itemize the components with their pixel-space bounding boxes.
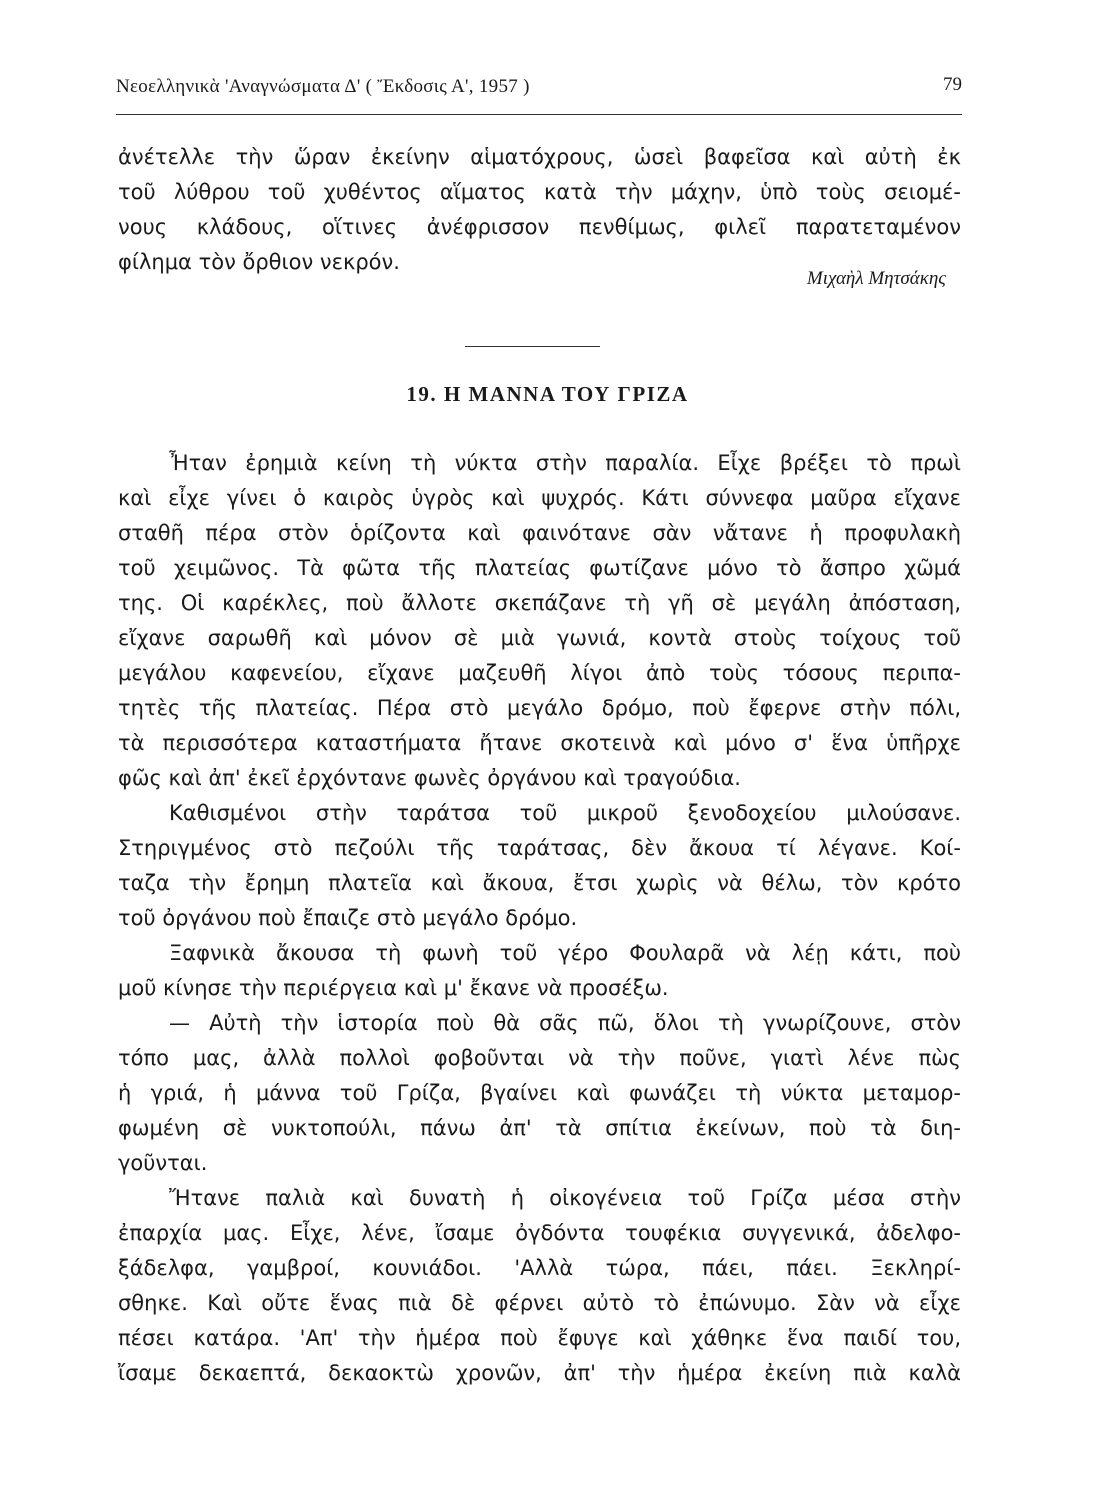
text-line: τὰ περισσότερα καταστήματα ἤτανε σκοτεινὰ καὶ μόνο σ' ἕνα ὑπῆρχε [118,731,961,755]
running-header [116,74,962,108]
section-heading: 19. Η ΜΑΝΝΑ ΤΟΥ ΓΡΙΖΑ [406,382,689,406]
text-line: πέσει κατάρα. 'Απ' τὴν ἡμέρα ποὺ ἔφυγε καὶ χάθηκε ἕνα παιδί του, [118,1326,961,1350]
text-line: σθηκε. Καὶ οὔτε ἕνας πιὰ δὲ φέρνει αὐτὸ τὸ ἐπώνυμο. Σὰν νὰ εἶχε [118,1291,961,1315]
header-rule [116,114,962,115]
text-line: εἴχανε σαρωθῆ καὶ μόνον σὲ μιὰ γωνιά, κοντὰ στοὺς τοίχους τοῦ [118,626,961,650]
previous-text-ending [118,140,961,289]
text-line: Ξαφνικὰ ἄκουσα τὴ φωνὴ τοῦ γέρο Φουλαρᾶ νὰ λέῃ κάτι, ποὺ [169,941,961,965]
page-number: 79 [943,74,962,95]
text-line: ἐπαρχία μας. Εἶχε, λένε, ἴσαμε ὀγδόντα τουφέκια συγγενικά, ἀδελφο- [118,1221,961,1245]
text-line: ἀνέτελλε τὴν ὥραν ἐκείνην αἱματόχρους, ὡσεὶ βαφεῖσα καὶ αὐτὴ ἐκ [118,145,961,169]
text-line: σταθῆ πέρα στὸν ὁρίζοντα καὶ φαινότανε σὰν νἄτανε ἡ προφυλακὴ [118,521,961,545]
text-line: μοῦ κίνησε τὴν περιέργεια καὶ μ' ἔκανε νὰ προσέξω. [118,976,669,1000]
text-line: τητὲς τῆς πλατείας. Πέρα στὸ μεγάλο δρόμο, ποὺ ἔφερνε στὴν πόλι, [118,696,961,720]
text-line: φίλημα τὸν ὄρθιον νεκρόν. [118,250,400,274]
text-line: ἡ γριά, ἡ μάννα τοῦ Γρίζα, βγαίνει καὶ φωνάζει τὴ νύκτα μεταμορ- [118,1081,961,1105]
text-line: τοῦ ὀργάνου ποὺ ἔπαιζε στὸ μεγάλο δρόμο. [118,906,578,930]
text-line: καὶ εἶχε γίνει ὁ καιρὸς ὑγρὸς καὶ ψυχρός. Κάτι σύννεφα μαῦρα εἴχανε [118,486,961,510]
text-line: Στηριγμένος στὸ πεζούλι τῆς ταράτσας, δὲν ἄκουα τί λέγανε. Κοί- [118,836,961,860]
section-body [118,446,961,1391]
text-line: ταζα τὴν ἔρημη πλατεῖα καὶ ἄκουα, ἔτσι χωρὶς νὰ θέλω, τὸν κρότο [118,871,961,895]
section-divider [465,346,600,347]
text-line: γοῦνται. [118,1151,208,1175]
text-line: φωμένη σὲ νυκτοπούλι, πάνω ἀπ' τὰ σπίτια ἐκείνων, ποὺ τὰ διη- [118,1116,961,1140]
text-line: της. Οἱ καρέκλες, ποὺ ἄλλοτε σκεπάζανε τὴ γῆ σὲ μεγάλη ἀπόσταση, [118,591,961,615]
text-line: τοῦ χειμῶνος. Τὰ φῶτα τῆς πλατείας φωτίζανε μόνο τὸ ἄσπρο χῶμά [118,556,961,580]
text-line: νους κλάδους, οἵτινες ἀνέφρισσον πενθίμως, φιλεῖ παρατεταμένον [118,215,961,239]
text-line: Ἦταν ἐρημιὰ κείνη τὴ νύκτα στὴν παραλία. Εἶχε βρέξει τὸ πρωὶ [169,451,961,475]
text-line: φῶς καὶ ἀπ' ἐκεῖ ἐρχόντανε φωνὲς ὀργάνου καὶ τραγούδια. [118,766,741,790]
text-line: — Αὐτὴ τὴν ἱστορία ποὺ θὰ σᾶς πῶ, ὅλοι τὴ γνωρίζουνε, στὸν [169,1011,961,1035]
text-line: τόπο μας, ἀλλὰ πολλοὶ φοβοῦνται νὰ τὴν ποῦνε, γιατὶ λένε πὼς [118,1046,961,1070]
text-line: ξάδελφα, γαμβροί, κουνιάδοι. 'Αλλὰ τώρα, πάει, πάει. Ξεκληρί- [118,1256,961,1280]
text-line: ἴσαμε δεκαεπτά, δεκαοκτὼ χρονῶν, ἀπ' τὴν ἡμέρα ἐκείνη πιὰ καλὰ [118,1361,961,1385]
book-title: Νεοελληνικὰ 'Αναγνώσματα Δ' ( Ἔκδοσις Α', 1957 ) [116,76,530,97]
text-line: μεγάλου καφενείου, εἴχανε μαζευθῆ λίγοι ἀπὸ τοὺς τόσους περιπα- [118,661,961,685]
text-line: Ἤτανε παλιὰ καὶ δυνατὴ ἡ οἰκογένεια τοῦ Γρίζα μέσα στὴν [169,1186,961,1210]
text-line: τοῦ λύθρου τοῦ χυθέντος αἵματος κατὰ τὴν μάχην, ὑπὸ τοὺς σειομέ- [118,180,961,204]
text-line: Καθισμένοι στὴν ταράτσα τοῦ μικροῦ ξενοδοχείου μιλούσανε. [169,801,961,825]
author-signature: Μιχαὴλ Μητσάκης [806,268,946,289]
